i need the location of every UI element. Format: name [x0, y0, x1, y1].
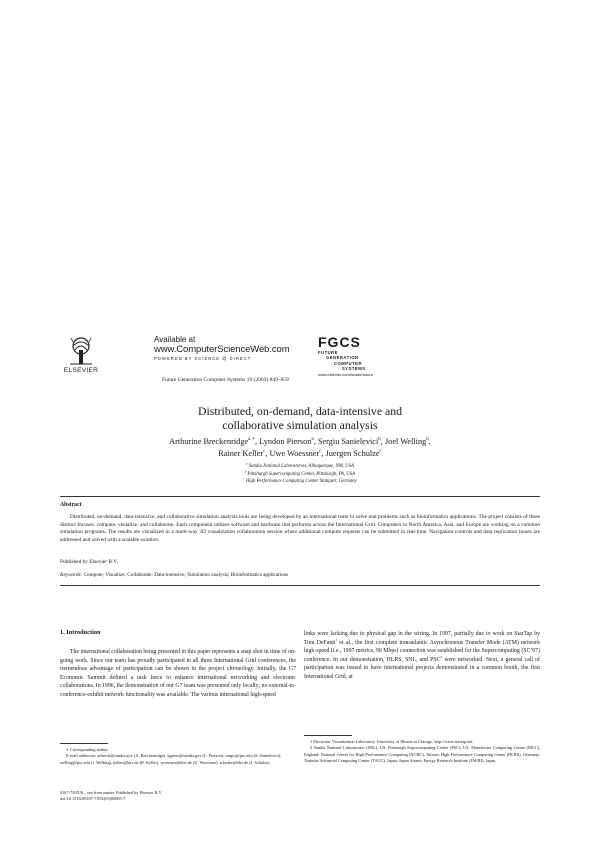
affiliation-item: $^c$ High Performance Computing Center Stuttgart, Germany: [243, 476, 357, 484]
author-affil-mark: c: [379, 448, 382, 454]
author-name: Rainer Keller: [218, 448, 264, 458]
author-name: Uwe Woessner: [269, 448, 320, 458]
elsevier-logo: [62, 336, 100, 374]
author-affil-mark: a,∗: [248, 437, 255, 443]
fgcs-logo: [318, 334, 398, 377]
author-name: Juergen Schulze: [325, 448, 380, 458]
fgcs-subtitle-4: SYSTEMS: [342, 365, 366, 371]
abstract-bottom-rule: [60, 585, 540, 586]
intro-left-column: The international collaboration being presented in this paper represents a snap shot in time of on-going work. Since our team has proudly participated in all three International Grid conferences, the tremendous advantage of participation can be shown in the project chronology. Initially, the G7 Economic Summit defined a task force to enhance international networking and electronic collaborations. In 1996, the demonstration of our G7 team was presented only locally; no external-to-conference-exhibit network functionality was available. The various international high-speed: [60, 649, 296, 698]
elsevier-wordmark: ELSEVIER: [63, 367, 99, 374]
footnote-ref[interactable]: 2: [440, 654, 443, 659]
author-name: Sergiu Sanielevici: [317, 437, 379, 446]
author-affil-mark: c: [263, 448, 266, 454]
affiliation-item: $^b$ Pittsburgh Supercomputing Center, Pittsburgh, PA, USA: [244, 468, 356, 477]
elsevier-tree-icon: [67, 336, 95, 366]
email-addresses: E-mail addresses: arbreck@sandia.gov (A. Breckenridge), lgpiers@sandia.gov (L. Pierson), sergiu@psc.edu (S. Sanielevici), welling@psc.edu (J. Welling), keller@hlrs.de (R. Keller), woessner@hlrs.de (U. Woessner), schulze@hlrs.de (J. Schulze).: [60, 753, 282, 765]
powered-by: POWERED BY SCIENCE @ DIRECT: [154, 356, 252, 361]
footnote-rule-right: [304, 735, 352, 736]
footnote-rule-left: [60, 743, 108, 744]
copyright-block: [60, 790, 296, 803]
publisher-note: Published by Elsevier B.V.: [60, 559, 118, 565]
author-name: Lyndon Pierson: [259, 437, 312, 446]
author-name: Joel Welling: [384, 437, 427, 446]
fgcs-wordmark: FGCS: [318, 334, 361, 350]
author-affil-mark: b: [426, 437, 429, 443]
keywords-label: Keywords:: [60, 572, 83, 578]
copyright-line: 0167-739X/$ – see front matter. Published by Elsevier B.V.: [60, 790, 163, 795]
footnote-1: 1 Electronic Visualization Laboratory, University of Illinois at Chicago, http://www.startap.net.: [310, 739, 474, 744]
title-line-2: collaborative simulation analysis: [222, 418, 378, 432]
keywords: [60, 572, 288, 578]
abstract-top-rule: [60, 496, 540, 497]
author-affil-mark: b: [378, 437, 381, 443]
author-affil-mark: a: [311, 437, 314, 443]
author-list: Arthurine Breckenridge$^{a,∗}$, Lyndon Pierson$^a$, Sergiu Sanielevici$^b$, Joel Welling$^b$, Rainer Keller$^c$, Uwe Woessner$^c$, Juergen Schulze$^c$: [169, 437, 431, 458]
doi-line[interactable]: doi:10.1016/S0167-739X(03)00065-7: [60, 796, 126, 802]
section-heading: 1. Introduction: [60, 629, 101, 636]
footnotes-left: [60, 747, 296, 766]
fgcs-subtitle-2: GENERATION: [326, 355, 359, 361]
affiliations: [150, 463, 450, 486]
abstract-heading: Abstract: [60, 502, 82, 508]
footnotes-right: [304, 739, 540, 764]
available-at-label: Available at: [154, 335, 196, 344]
fgcs-subtitle-3: COMPUTER: [334, 360, 362, 366]
journal-url[interactable]: www.elsevier.com/locate/future: [318, 372, 373, 378]
availability-banner: [154, 335, 290, 361]
footnote-2: 2 Sandia National Laboratories (SNL), US; Pittsburgh Supercomputing Center (PSC), US; Manchester Computing Centre (MCC), England; National Center for High-Performance Computing (NCHC), Taiwan; High Performance Computing Center (HLRS), Germany; Tsukuba Advanced Computing Center (TACC), Japan; Japan Atomic Energy Research Institute (JAERI), Japan.: [304, 745, 540, 763]
affiliation-item: $^a$ Sandia National Laboratories, Albuquerque, NM, USA: [246, 461, 354, 469]
fgcs-subtitle-1: FUTURE: [318, 350, 338, 355]
author-affil-mark: c: [319, 448, 322, 454]
site-link[interactable]: www.ComputerScienceWeb.com: [154, 344, 290, 355]
abstract-text: Distributed, on-demand, data-intensive, and collaborative simulation analysis tools are being developed by an international team to solve real problems such as bioinformatics applications. The project consists of three distinct focuses: compute, visualize, and collaborate. Each component utilizes software and hardware that performs across the International Grid. Computers in North America, Asia, and Europe are working on a common simulation programs. The results are visualized in a multi-way 3D visualization collaboration session where additional compute requests can be submitted in real-time. Navigation controls and data replication issues are addressed and solved with a scalable solution.: [60, 514, 540, 543]
journal-reference: Future Generation Computer Systems 19 (2003) 849–859: [162, 377, 289, 383]
title-line-1: Distributed, on-demand, data-intensive and: [197, 404, 403, 418]
author-name: Arthurine Breckenridge: [169, 437, 249, 446]
corresponding-author-note: ∗ Corresponding author.: [66, 747, 109, 752]
keywords-list: Compute; Visualize; Collaborate; Data-intensive; Simulation analysis; Bioinformatics applications: [83, 572, 289, 578]
intro-right-column: links were lacking due to physical gap in the wiring. In 1997, partially due to work on StarTap by Tom DeFanti$^1$ et al., the first complete transatlantic Asynchronous Transfer Mode (ATM) network high-speed (i.e., 1997 metrics, 90 Mbps) connection was established for the Supercomputing (SC’97) conference. In our demonstration, HLRS, SNL, and PSC$^2$ were networked. Next, a general call of participation was issued to have international projects demonstrated in a common booth, the first International Grid, at: [304, 631, 540, 680]
paper-title: [150, 404, 450, 432]
footnote-ref[interactable]: 1: [335, 637, 338, 642]
